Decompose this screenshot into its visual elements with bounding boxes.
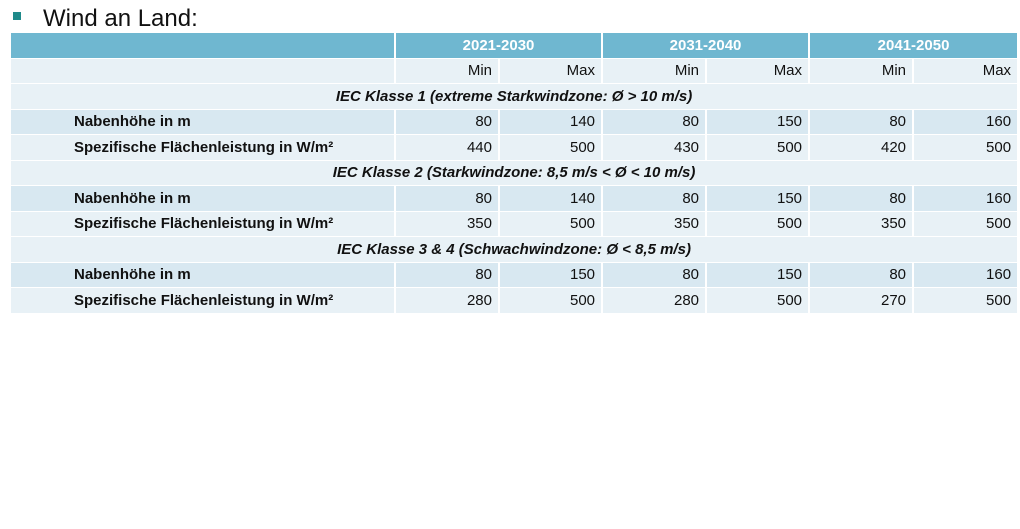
cell-value: 150 xyxy=(707,186,810,212)
section-heading: IEC Klasse 2 (Starkwindzone: 8,5 m/s < Ø < 10 m/s) xyxy=(11,161,1017,187)
subheader-blank-cell xyxy=(11,59,396,85)
min-header: Min xyxy=(810,59,914,85)
max-header: Max xyxy=(914,59,1017,85)
period-header: 2021-2030 xyxy=(396,33,603,59)
slide-title: Wind an Land: xyxy=(43,5,198,32)
cell-value: 500 xyxy=(500,135,603,161)
section-heading-row xyxy=(11,84,1017,110)
cell-value: 500 xyxy=(707,135,810,161)
cell-value: 160 xyxy=(914,263,1017,289)
slide-title-row xyxy=(13,4,198,34)
wind-turbine-table xyxy=(11,33,1017,314)
cell-value: 80 xyxy=(810,110,914,136)
cell-value: 500 xyxy=(500,212,603,238)
cell-value: 430 xyxy=(603,135,707,161)
cell-value: 80 xyxy=(396,110,500,136)
table-row xyxy=(11,288,1017,314)
cell-value: 80 xyxy=(396,263,500,289)
cell-value: 80 xyxy=(810,263,914,289)
cell-value: 280 xyxy=(603,288,707,314)
cell-value: 500 xyxy=(707,288,810,314)
cell-value: 150 xyxy=(707,263,810,289)
min-header: Min xyxy=(603,59,707,85)
cell-value: 500 xyxy=(914,288,1017,314)
max-header: Max xyxy=(707,59,810,85)
row-label: Nabenhöhe in m xyxy=(11,263,396,289)
cell-value: 80 xyxy=(810,186,914,212)
min-header: Min xyxy=(396,59,500,85)
row-label: Nabenhöhe in m xyxy=(11,186,396,212)
cell-value: 80 xyxy=(603,110,707,136)
cell-value: 80 xyxy=(603,263,707,289)
section-heading-row xyxy=(11,161,1017,187)
cell-value: 150 xyxy=(500,263,603,289)
cell-value: 440 xyxy=(396,135,500,161)
table-row xyxy=(11,186,1017,212)
cell-value: 270 xyxy=(810,288,914,314)
square-bullet-icon xyxy=(13,12,21,20)
table-row xyxy=(11,110,1017,136)
cell-value: 80 xyxy=(603,186,707,212)
min-max-header-row xyxy=(11,59,1017,85)
cell-value: 500 xyxy=(914,135,1017,161)
cell-value: 500 xyxy=(500,288,603,314)
cell-value: 150 xyxy=(707,110,810,136)
section-heading-row xyxy=(11,237,1017,263)
row-label: Spezifische Flächenleistung in W/m² xyxy=(11,212,396,238)
cell-value: 280 xyxy=(396,288,500,314)
cell-value: 420 xyxy=(810,135,914,161)
row-label: Nabenhöhe in m xyxy=(11,110,396,136)
table-row xyxy=(11,135,1017,161)
cell-value: 350 xyxy=(810,212,914,238)
table-row xyxy=(11,212,1017,238)
cell-value: 500 xyxy=(707,212,810,238)
cell-value: 80 xyxy=(396,186,500,212)
max-header: Max xyxy=(500,59,603,85)
cell-value: 500 xyxy=(914,212,1017,238)
section-heading: IEC Klasse 1 (extreme Starkwindzone: Ø > 10 m/s) xyxy=(11,84,1017,110)
period-header-row xyxy=(11,33,1017,59)
cell-value: 350 xyxy=(603,212,707,238)
period-header: 2031-2040 xyxy=(603,33,810,59)
cell-value: 140 xyxy=(500,186,603,212)
period-header: 2041-2050 xyxy=(810,33,1017,59)
table-row xyxy=(11,263,1017,289)
row-label: Spezifische Flächenleistung in W/m² xyxy=(11,135,396,161)
cell-value: 350 xyxy=(396,212,500,238)
section-heading: IEC Klasse 3 & 4 (Schwachwindzone: Ø < 8,5 m/s) xyxy=(11,237,1017,263)
cell-value: 160 xyxy=(914,186,1017,212)
header-blank-cell xyxy=(11,33,396,59)
cell-value: 160 xyxy=(914,110,1017,136)
cell-value: 140 xyxy=(500,110,603,136)
row-label: Spezifische Flächenleistung in W/m² xyxy=(11,288,396,314)
